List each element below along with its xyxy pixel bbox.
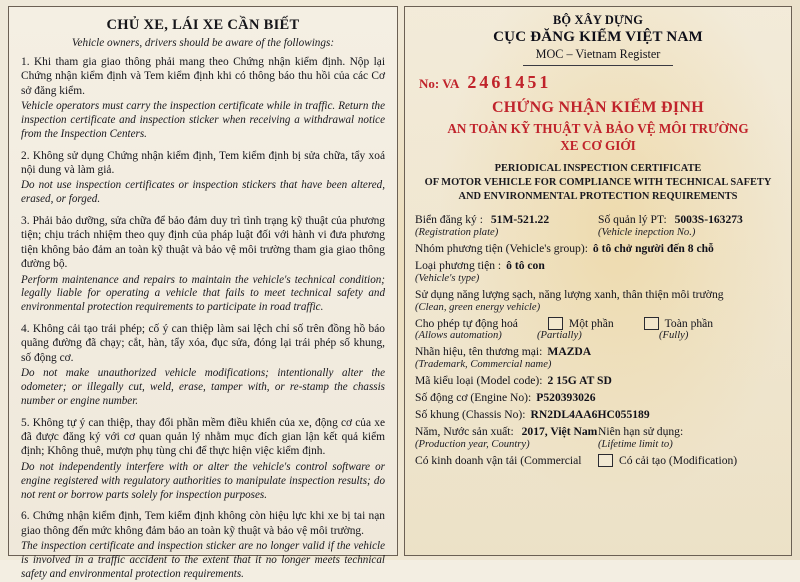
notice-item-2-vi: 2. Không sử dụng Chứng nhận kiểm định, Tem kiểm định bị sửa chữa, tẩy xoá nội dung và làm giả. [21, 149, 385, 177]
left-panel-notice [8, 6, 398, 580]
year-label-en: (Production year, Country) [415, 439, 530, 451]
header-divider [523, 65, 673, 66]
commercial-modification-row [415, 454, 781, 467]
ministry-name: BỘ XÂY DỰNG [552, 13, 644, 27]
department-name: CỤC ĐĂNG KIỂM VIỆT NAM [493, 29, 703, 45]
engine-no-label: Số động cơ (Engine No): [415, 391, 532, 405]
chassis-no-row [415, 408, 781, 421]
model-code-label: Mã kiểu loại (Model code): [415, 374, 543, 388]
year-label: Năm, Nước sản xuất: [415, 425, 514, 439]
vehicle-type-label-en: (Vehicle's type) [415, 273, 480, 285]
brand-row [415, 345, 781, 358]
vehicle-group-row [415, 242, 781, 255]
year-value: 2017, Việt Nam [521, 425, 598, 439]
automation-partial-label: Một phần [568, 317, 614, 331]
notice-item-1-vi: 1. Khi tham gia giao thông phải mang theo Chứng nhận kiểm định. Nộp lại Chứng nhận kiểm định và Tem kiểm định khi có thông báo thu hồi của các Cơ sở đăng kiểm. [21, 56, 385, 97]
year-expiry-en-row [415, 439, 781, 450]
notice-item-6-vi: 6. Chứng nhận kiểm định, Tem kiểm định không còn hiệu lực khi xe bị tai nạn giao thông đến mức không đảm bảo an toàn kỹ thuật và bảo vệ môi trường. [21, 510, 385, 537]
expiry-label-en: (Lifetime limit to) [598, 439, 673, 451]
green-energy-label: Sử dụng năng lượng sạch, năng lượng xanh, thân thiện môi trường [415, 288, 724, 302]
notice-item-5-en: Do not independently interfere with or alter the vehicle's control software or engine registered with regulatory authorities to manipulate inspection results; do not rent or borrow parts solely for inspection purposes. [21, 460, 385, 501]
modification-label: Có cải tạo (Modification) [619, 454, 738, 468]
right-panel-certificate [404, 6, 792, 556]
notice-item-6-en: The inspection certificate and inspection sticker are no longer valid if the vehicle is involved in a traffic accident to the extent that it no longer meets technical safety and environmental protection requirements. [21, 540, 385, 580]
brand-value: MAZDA [547, 345, 592, 359]
automation-partial-checkbox[interactable] [548, 317, 563, 330]
engine-no-value: P520393026 [536, 391, 596, 405]
automation-partial-wrap [548, 317, 614, 330]
vehicle-type-value: ô tô con [506, 259, 545, 273]
certificate-number-row [419, 72, 781, 93]
modification-wrap [598, 454, 781, 467]
modification-checkbox[interactable] [598, 454, 613, 467]
notice-item-5-vi: 5. Không tự ý can thiệp, thay đổi phần mềm điều khiển của xe, động cơ của xe đã được đăng ký với cơ quan quản lý nhằm mục đích gian lận kết quả kiểm định; Không thuê, mượn phụ tùng chi để thực hiện việc kiểm định. [21, 416, 385, 458]
chassis-no-label: Số khung (Chassis No): [415, 408, 526, 422]
automation-full-checkbox[interactable] [644, 317, 659, 330]
automation-full-wrap [644, 317, 713, 330]
engine-no-row [415, 391, 781, 404]
vehicle-type-label: Loại phương tiện : [415, 259, 502, 273]
certificate-title-line2: AN TOÀN KỸ THUẬT VÀ BẢO VỆ MÔI TRƯỜNG [447, 121, 749, 136]
automation-label-wrap [415, 317, 518, 330]
certificate-title-en [415, 162, 781, 204]
automation-row [415, 317, 781, 330]
certificate-title: CHỨNG NHẬN KIỂM ĐỊNH [491, 99, 705, 116]
commercial-label: Có kinh doanh vận tải (Commercial [415, 454, 582, 468]
vehicle-group-label: Nhóm phương tiện (Vehicle's group): [415, 242, 588, 256]
plate-label: Biển đăng ký : [415, 213, 483, 227]
model-code-row [415, 374, 781, 387]
certificate-number-label: No: VA [419, 76, 460, 91]
certificate-title-en-line3: AND ENVIRONMENTAL PROTECTION REQUIREMENTS [458, 191, 738, 203]
automation-en-row [415, 330, 781, 341]
admin-no-label: Số quản lý PT: [598, 213, 667, 227]
vehicle-group-value: ô tô chở người đến 8 chỗ [592, 242, 714, 256]
commercial-wrap [415, 454, 598, 467]
expiry-label: Niên hạn sử dụng: [598, 425, 684, 439]
admin-no-value: 5003S-163273 [674, 213, 743, 227]
certificate-title-line3: XE CƠ GIỚI [560, 138, 636, 154]
notice-item-4-vi: 4. Không cải tạo trái phép; cố ý can thiệp làm sai lệch chỉ số trên đồng hồ báo quãng đường đã chạy; cắt, hàn, tẩy xóa, đục sửa, đóng lại trái phép số khung, số động cơ. [21, 323, 385, 364]
plate-admin-en-row [415, 227, 781, 238]
left-title: CHỦ XE, LÁI XE CẦN BIẾT [106, 17, 300, 33]
certificate-title-en-line2: OF MOTOR VEHICLE FOR COMPLIANCE WITH TECHNICAL SAFETY [424, 177, 772, 189]
automation-label-en: (Allows automation) [415, 330, 502, 342]
plate-value: 51M-521.22 [490, 213, 550, 227]
year-expiry-row [415, 425, 781, 438]
notice-item-2-en: Do not use inspection certificates or inspection stickers that have been altered, erased, or forged. [21, 179, 385, 206]
plate-admin-row [415, 213, 781, 226]
automation-partial-label-en: (Partially) [537, 330, 582, 342]
automation-full-label-en: (Fully) [659, 330, 689, 342]
green-energy-row [415, 288, 781, 301]
admin-no-label-en: (Vehicle inepction No.) [598, 227, 696, 239]
model-code-value: 2 15G AT SD [547, 374, 612, 388]
chassis-no-value: RN2DL4AA6HC055189 [530, 408, 650, 422]
plate-label-en: (Registration plate) [415, 227, 499, 239]
department-name-en: MOC – Vietnam Register [535, 47, 661, 61]
automation-label: Cho phép tự động hoá [415, 317, 518, 331]
brand-label-en: (Trademark, Commercial name) [415, 359, 552, 371]
brand-label: Nhãn hiệu, tên thương mại: [415, 345, 543, 359]
left-subtitle: Vehicle owners, drivers should be aware of the followings: [71, 37, 335, 49]
notice-item-3-vi: 3. Phải bảo dưỡng, sửa chữa để bảo đảm duy trì tình trạng kỹ thuật của phương tiện; chịu trách nhiệm theo quy định của pháp luật đối với hành vi đưa phương tiện không bảo đảm an toàn kỹ thuật và bảo vệ môi trường tham gia giao thông đường bộ. [21, 215, 385, 271]
vehicle-type-row [415, 259, 781, 272]
certificate-number-value: 2461451 [467, 72, 552, 92]
automation-full-label: Toàn phần [664, 317, 714, 331]
notice-item-3-en: Perform maintenance and repairs to maintain the vehicle's technical condition; legally liable for operating a vehicle that fails to meet technical safety and environmental protection requirements to participate in road traffic. [21, 273, 385, 314]
certificate-title-en-line1: PERIODICAL INSPECTION CERTIFICATE [494, 163, 702, 175]
notice-item-4-en: Do not make unauthorized vehicle modifications; intentionally alter the odometer; or illegally cut, weld, erase, tamper with, or re-stamp the chassis number or engine number. [21, 367, 385, 407]
green-energy-label-en: (Clean, green energy vehicle) [415, 302, 541, 314]
notice-item-1-en: Vehicle operators must carry the inspection certificate while in traffic. Return the inspection certificate and inspection sticker when receiving a withdrawal notice from the Inspection Centers. [21, 100, 385, 140]
